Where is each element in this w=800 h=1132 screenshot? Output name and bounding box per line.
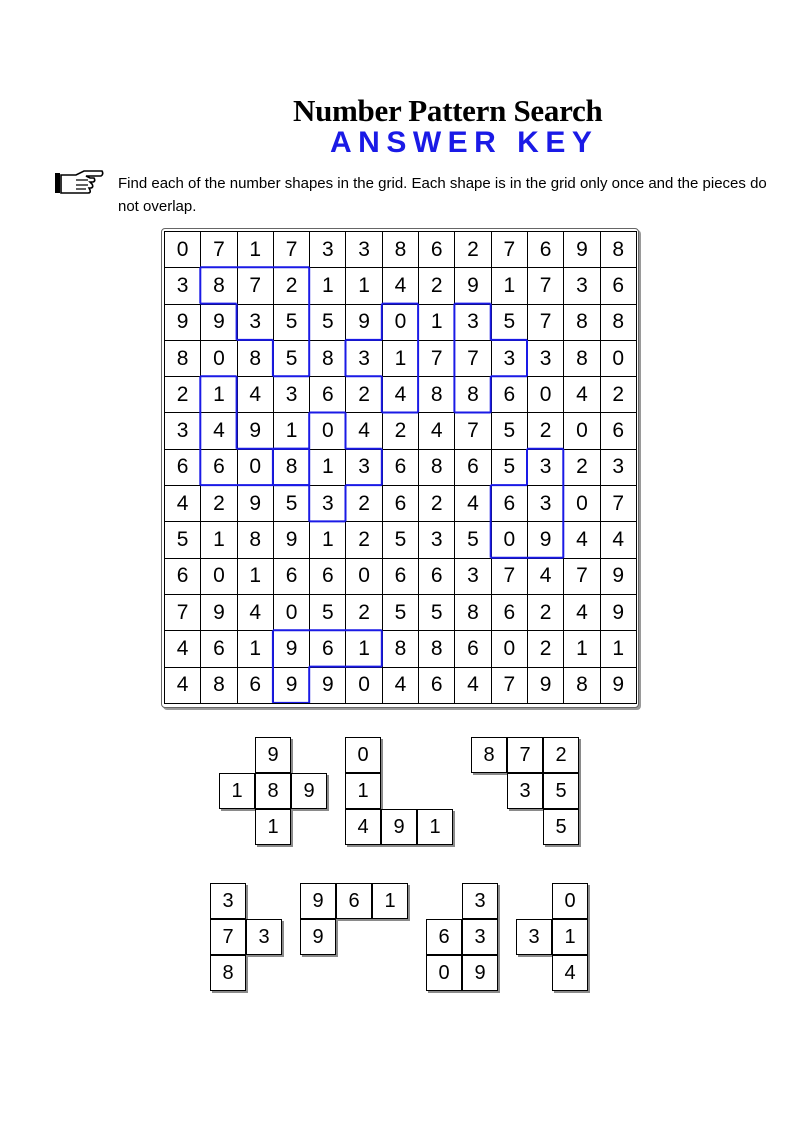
grid-cell: 7 [238,268,274,304]
grid-cell: 9 [274,631,310,667]
grid-cell: 9 [201,305,237,341]
grid-cell: 4 [165,631,201,667]
grid-cell: 4 [238,595,274,631]
grid-cell: 3 [310,232,346,268]
shape-cell: 3 [462,883,498,919]
grid-cell: 3 [165,413,201,449]
grid-cell: 3 [455,305,491,341]
grid-cell: 8 [201,268,237,304]
grid-cell: 4 [201,413,237,449]
grid-cell: 7 [274,232,310,268]
grid-cell: 1 [564,631,600,667]
grid-cell: 9 [601,559,637,595]
grid-cell: 2 [564,450,600,486]
shape-cell: 9 [462,955,498,991]
grid-cell: 6 [601,413,637,449]
grid-cell: 0 [274,595,310,631]
grid-cell: 3 [310,486,346,522]
grid-cell: 0 [601,341,637,377]
shape-cell: 4 [552,955,588,991]
shape-cell: 9 [381,809,417,845]
shape-cell: 1 [219,773,255,809]
grid-cell: 2 [346,595,382,631]
grid-cell: 6 [601,268,637,304]
grid-cell: 3 [165,268,201,304]
shape-cell: 4 [345,809,381,845]
grid-cell: 8 [564,341,600,377]
grid-cell: 9 [528,668,564,704]
grid-cell: 6 [455,631,491,667]
shape-cell: 8 [210,955,246,991]
grid-cell: 8 [383,631,419,667]
grid-cell: 6 [274,559,310,595]
grid-cell: 7 [492,559,528,595]
grid-cell: 1 [346,268,382,304]
grid-cell: 1 [201,522,237,558]
shape-cell: 0 [426,955,462,991]
grid-cell: 7 [455,413,491,449]
grid-cell: 4 [346,413,382,449]
shape-cell: 3 [246,919,282,955]
grid-cell: 6 [492,377,528,413]
grid-cell: 9 [165,305,201,341]
grid-cell: 6 [383,450,419,486]
grid-cell: 2 [528,413,564,449]
grid-cell: 5 [383,522,419,558]
grid-cell: 8 [419,631,455,667]
grid-cell: 6 [383,486,419,522]
grid-cell: 5 [419,595,455,631]
shape-cell: 9 [255,737,291,773]
number-grid [164,231,637,704]
grid-cell: 0 [492,631,528,667]
grid-cell: 3 [346,341,382,377]
grid-cell: 0 [528,377,564,413]
grid-cell: 8 [564,668,600,704]
page-title: Number Pattern Search [293,93,603,128]
grid-cell: 3 [238,305,274,341]
grid-cell: 7 [492,232,528,268]
grid-cell: 6 [201,450,237,486]
grid-cell: 3 [528,450,564,486]
grid-cell: 8 [310,341,346,377]
grid-cell: 6 [310,377,346,413]
grid-cell: 6 [310,631,346,667]
grid-cell: 5 [492,450,528,486]
grid-cell: 3 [346,450,382,486]
grid-cell: 4 [455,668,491,704]
grid-cell: 4 [383,268,419,304]
grid-cell: 8 [165,341,201,377]
grid-cell: 1 [492,268,528,304]
grid-cell: 0 [346,559,382,595]
grid-cell: 8 [238,522,274,558]
grid-cell: 6 [419,559,455,595]
grid-cell: 5 [165,522,201,558]
grid-cell: 0 [310,413,346,449]
shape-cell: 3 [462,919,498,955]
shape-cell: 6 [426,919,462,955]
grid-cell: 4 [238,377,274,413]
grid-cell: 4 [165,486,201,522]
grid-cell: 5 [274,341,310,377]
answer-key-subtitle: ANSWER KEY [330,126,599,159]
grid-cell: 2 [528,631,564,667]
grid-cell: 1 [346,631,382,667]
grid-cell: 7 [419,341,455,377]
grid-cell: 6 [310,559,346,595]
grid-cell: 0 [346,668,382,704]
grid-cell: 0 [492,522,528,558]
grid-cell: 4 [564,595,600,631]
grid-cell: 6 [492,486,528,522]
grid-cell: 5 [310,305,346,341]
grid-cell: 4 [165,668,201,704]
grid-cell: 6 [492,595,528,631]
grid-cell: 3 [528,341,564,377]
grid-cell: 1 [601,631,637,667]
shape-cell: 7 [507,737,543,773]
grid-cell: 5 [383,595,419,631]
grid-cell: 2 [165,377,201,413]
grid-cell: 2 [419,486,455,522]
grid-cell: 7 [601,486,637,522]
grid-cell: 0 [165,232,201,268]
grid-cell: 1 [310,268,346,304]
grid-cell: 2 [528,595,564,631]
grid-cell: 5 [455,522,491,558]
grid-cell: 1 [274,413,310,449]
grid-cell: 8 [274,450,310,486]
grid-cell: 0 [201,341,237,377]
grid-cell: 1 [238,232,274,268]
grid-cell: 4 [455,486,491,522]
shape-cell: 9 [300,883,336,919]
grid-cell: 4 [564,377,600,413]
grid-cell: 8 [383,232,419,268]
grid-cell: 4 [419,413,455,449]
grid-cell: 0 [383,305,419,341]
grid-cell: 8 [564,305,600,341]
grid-cell: 3 [492,341,528,377]
grid-cell: 8 [601,232,637,268]
grid-cell: 9 [238,486,274,522]
grid-cell: 5 [310,595,346,631]
grid-cell: 6 [201,631,237,667]
shape-cell: 1 [345,773,381,809]
grid-cell: 9 [238,413,274,449]
shape-cell: 9 [300,919,336,955]
grid-cell: 7 [201,232,237,268]
grid-cell: 8 [201,668,237,704]
grid-cell: 6 [383,559,419,595]
pointing-hand-icon [54,168,104,198]
grid-cell: 8 [455,377,491,413]
shape-cell: 1 [372,883,408,919]
grid-cell: 5 [274,305,310,341]
grid-cell: 1 [419,305,455,341]
grid-cell: 5 [492,305,528,341]
grid-cell: 4 [383,377,419,413]
grid-cell: 8 [601,305,637,341]
grid-cell: 9 [528,522,564,558]
grid-cell: 9 [201,595,237,631]
grid-cell: 1 [238,559,274,595]
grid-cell: 3 [564,268,600,304]
shape-cell: 0 [552,883,588,919]
shape-cell: 1 [255,809,291,845]
grid-cell: 0 [564,486,600,522]
grid-cell: 9 [455,268,491,304]
shape-cell: 6 [336,883,372,919]
grid-cell: 3 [346,232,382,268]
instructions-text: Find each of the number shapes in the grid. Each shape is in the grid only once and the pieces do not overlap. [118,175,767,215]
grid-cell: 9 [564,232,600,268]
grid-cell: 4 [601,522,637,558]
grid-cell: 3 [528,486,564,522]
shape-cell: 3 [210,883,246,919]
grid-cell: 7 [492,668,528,704]
grid-cell: 1 [310,522,346,558]
grid-cell: 2 [601,377,637,413]
grid-cell: 5 [492,413,528,449]
grid-cell: 7 [528,305,564,341]
shape-cell: 1 [417,809,453,845]
shape-cell: 5 [543,773,579,809]
grid-cell: 2 [274,268,310,304]
shape-cell: 8 [255,773,291,809]
grid-cell: 9 [346,305,382,341]
shape-cell: 1 [552,919,588,955]
grid-cell: 9 [274,522,310,558]
shape-cell: 7 [210,919,246,955]
grid-cell: 2 [383,413,419,449]
grid-cell: 8 [419,377,455,413]
grid-cell: 4 [383,668,419,704]
grid-cell: 9 [310,668,346,704]
grid-cell: 3 [601,450,637,486]
grid-cell: 7 [528,268,564,304]
grid-cell: 4 [528,559,564,595]
grid-cell: 0 [238,450,274,486]
shape-cell: 2 [543,737,579,773]
shape-cell: 5 [543,809,579,845]
grid-cell: 3 [455,559,491,595]
grid-cell: 7 [165,595,201,631]
shape-cell: 9 [291,773,327,809]
grid-cell: 7 [455,341,491,377]
shape-cell: 0 [345,737,381,773]
grid-cell: 2 [346,522,382,558]
shape-cell: 3 [516,919,552,955]
grid-cell: 9 [274,668,310,704]
grid-cell: 7 [564,559,600,595]
grid-cell: 6 [528,232,564,268]
grid-cell: 8 [419,450,455,486]
grid-cell: 9 [601,595,637,631]
grid-cell: 3 [419,522,455,558]
grid-cell: 1 [238,631,274,667]
shape-cell: 8 [471,737,507,773]
grid-cell: 0 [201,559,237,595]
grid-cell: 1 [310,450,346,486]
grid-cell: 2 [346,486,382,522]
grid-cell: 6 [238,668,274,704]
grid-cell: 1 [201,377,237,413]
grid-cell: 6 [419,232,455,268]
grid-cell: 3 [274,377,310,413]
grid-cell: 4 [564,522,600,558]
grid-cell: 2 [419,268,455,304]
shape-cell: 3 [507,773,543,809]
grid-cell: 8 [238,341,274,377]
grid-cell: 1 [383,341,419,377]
grid-cell: 5 [274,486,310,522]
grid-cell: 6 [165,559,201,595]
grid-cell: 2 [346,377,382,413]
grid-cell: 6 [455,450,491,486]
grid-cell: 9 [601,668,637,704]
grid-cell: 0 [564,413,600,449]
grid-cell: 2 [455,232,491,268]
grid-cell: 6 [165,450,201,486]
grid-cell: 2 [201,486,237,522]
grid-cell: 8 [455,595,491,631]
grid-cell: 6 [419,668,455,704]
